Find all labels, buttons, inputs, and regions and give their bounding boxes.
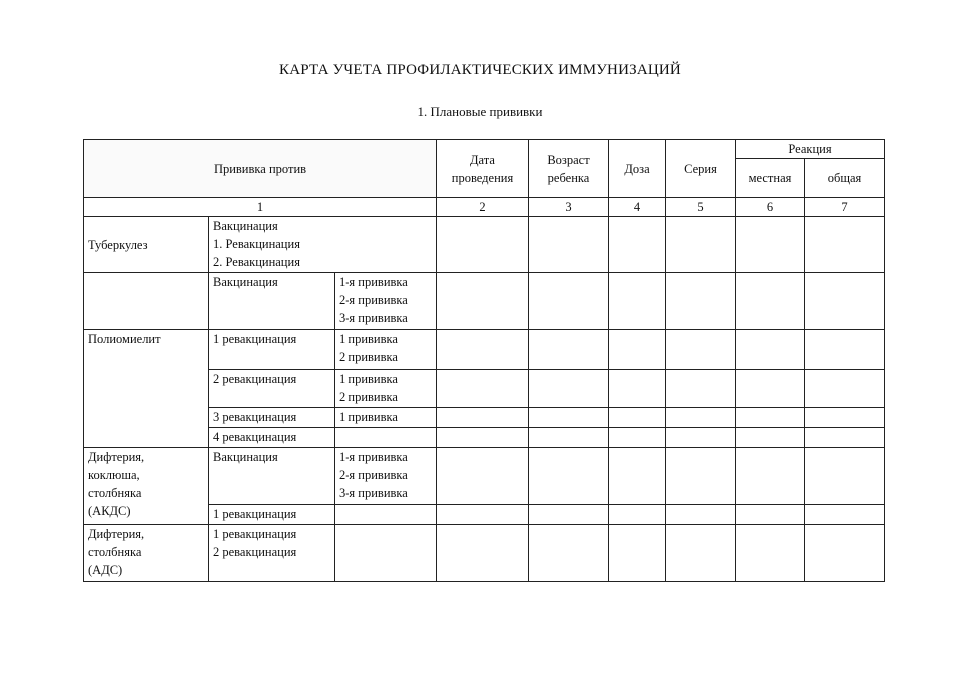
column-number: 3 xyxy=(529,198,609,217)
table-row xyxy=(84,217,885,273)
dt-procedures xyxy=(209,525,335,582)
cell-age[interactable] xyxy=(529,448,609,505)
cell-age[interactable] xyxy=(529,273,609,330)
disease-line: коклюша, xyxy=(88,468,140,482)
column-number: 7 xyxy=(805,198,885,217)
dose-label: 1 прививка xyxy=(339,372,398,386)
cell-general[interactable] xyxy=(805,525,885,582)
cell-age[interactable] xyxy=(529,428,609,448)
header-age: Возраст ребенка xyxy=(529,140,609,198)
cell-age[interactable] xyxy=(529,217,609,273)
column-number: 5 xyxy=(666,198,736,217)
cell-general[interactable] xyxy=(805,448,885,505)
cell-age[interactable] xyxy=(529,330,609,370)
header-series: Серия xyxy=(666,140,736,198)
cell-general[interactable] xyxy=(805,505,885,525)
dose-label: 3-я прививка xyxy=(339,311,408,325)
cell-general[interactable] xyxy=(805,217,885,273)
cell-dose[interactable] xyxy=(609,408,666,428)
cell-series[interactable] xyxy=(666,408,736,428)
immunization-table xyxy=(83,139,885,582)
disease-line: столбняка xyxy=(88,486,142,500)
dtp-vaccination: Вакцинация xyxy=(209,448,335,505)
tuberculosis-procedures xyxy=(209,217,437,273)
cell-local[interactable] xyxy=(736,330,805,370)
cell-series[interactable] xyxy=(666,525,736,582)
cell-dose[interactable] xyxy=(609,525,666,582)
cell-local[interactable] xyxy=(736,448,805,505)
header-vaccination-against: Прививка против xyxy=(84,140,437,198)
column-number: 4 xyxy=(609,198,666,217)
disease-dt xyxy=(84,525,209,582)
cell-dose[interactable] xyxy=(609,273,666,330)
disease-polio: Полиомиелит xyxy=(84,330,209,448)
disease-line: столбняка xyxy=(88,545,142,559)
cell-general[interactable] xyxy=(805,428,885,448)
cell-local[interactable] xyxy=(736,217,805,273)
procedure-label: 2 ревакцинация xyxy=(213,545,297,559)
empty-dose-cell xyxy=(335,505,437,525)
cell-date[interactable] xyxy=(437,505,529,525)
cell-series[interactable] xyxy=(666,330,736,370)
polio-revaccination-4: 4 ревакцинация xyxy=(209,428,335,448)
header-reaction-general: общая xyxy=(805,159,885,198)
dose-label: 2 прививка xyxy=(339,350,398,364)
cell-general[interactable] xyxy=(805,408,885,428)
empty-dose-cell xyxy=(335,428,437,448)
dose-label: 2-я прививка xyxy=(339,293,408,307)
table-row xyxy=(84,525,885,582)
table-row xyxy=(84,330,885,370)
procedure-label: 1. Ревакцинация xyxy=(213,237,300,251)
document-title: КАРТА УЧЕТА ПРОФИЛАКТИЧЕСКИХ ИММУНИЗАЦИЙ xyxy=(279,62,681,78)
header-reaction: Реакция xyxy=(736,140,885,159)
header-dose: Доза xyxy=(609,140,666,198)
dtp-revaccination-1: 1 ревакцинация xyxy=(209,505,335,525)
dose-label: 1-я прививка xyxy=(339,275,408,289)
polio-vaccination: Вакцинация xyxy=(209,273,335,330)
column-number: 1 xyxy=(84,198,437,217)
polio-vaccination-doses xyxy=(335,273,437,330)
cell-general[interactable] xyxy=(805,370,885,408)
cell-date[interactable] xyxy=(437,330,529,370)
cell-age[interactable] xyxy=(529,408,609,428)
procedure-label: Вакцинация xyxy=(213,219,278,233)
cell-age[interactable] xyxy=(529,505,609,525)
cell-date[interactable] xyxy=(437,448,529,505)
cell-local[interactable] xyxy=(736,525,805,582)
dose-label: 2-я прививка xyxy=(339,468,408,482)
table-row xyxy=(84,273,885,330)
cell-dose[interactable] xyxy=(609,330,666,370)
cell-age[interactable] xyxy=(529,370,609,408)
disease-tuberculosis: Туберкулез xyxy=(84,217,209,273)
cell-date[interactable] xyxy=(437,408,529,428)
cell-age[interactable] xyxy=(529,525,609,582)
cell-date[interactable] xyxy=(437,370,529,408)
cell-local[interactable] xyxy=(736,428,805,448)
cell-general[interactable] xyxy=(805,330,885,370)
dose-label: 1-я прививка xyxy=(339,450,408,464)
polio-revaccination-2-doses xyxy=(335,370,437,408)
header-reaction-local: местная xyxy=(736,159,805,198)
polio-revaccination-3: 3 ревакцинация xyxy=(209,408,335,428)
cell-dose[interactable] xyxy=(609,505,666,525)
cell-series[interactable] xyxy=(666,217,736,273)
polio-revaccination-2: 2 ревакцинация xyxy=(209,370,335,408)
cell-local[interactable] xyxy=(736,408,805,428)
table-row xyxy=(84,448,885,505)
cell-date[interactable] xyxy=(437,428,529,448)
cell-series[interactable] xyxy=(666,273,736,330)
disease-line: (АКДС) xyxy=(88,504,131,518)
cell-local[interactable] xyxy=(736,370,805,408)
cell-dose[interactable] xyxy=(609,370,666,408)
column-number: 6 xyxy=(736,198,805,217)
disease-line: Дифтерия, xyxy=(88,527,145,541)
procedure-label: 1 ревакцинация xyxy=(213,527,297,541)
cell-date[interactable] xyxy=(437,273,529,330)
polio-revaccination-3-dose: 1 прививка xyxy=(335,408,437,428)
polio-revaccination-1: 1 ревакцинация xyxy=(209,330,335,370)
cell-general[interactable] xyxy=(805,273,885,330)
disease-line: Дифтерия, xyxy=(88,450,145,464)
section-title: 1. Плановые прививки xyxy=(417,104,543,119)
cell-dose[interactable] xyxy=(609,428,666,448)
cell-series[interactable] xyxy=(666,448,736,505)
empty-disease-cell xyxy=(84,273,209,330)
dose-label: 2 прививка xyxy=(339,390,398,404)
cell-date[interactable] xyxy=(437,217,529,273)
polio-revaccination-1-doses xyxy=(335,330,437,370)
dose-label: 1 прививка xyxy=(339,332,398,346)
disease-dtp xyxy=(84,448,209,525)
column-number: 2 xyxy=(437,198,529,217)
cell-local[interactable] xyxy=(736,273,805,330)
disease-line: (АДС) xyxy=(88,563,123,577)
cell-dose[interactable] xyxy=(609,448,666,505)
cell-series[interactable] xyxy=(666,370,736,408)
procedure-label: 2. Ревакцинация xyxy=(213,255,300,269)
cell-date[interactable] xyxy=(437,525,529,582)
cell-dose[interactable] xyxy=(609,217,666,273)
cell-local[interactable] xyxy=(736,505,805,525)
dose-label: 3-я прививка xyxy=(339,486,408,500)
cell-series[interactable] xyxy=(666,428,736,448)
dtp-vaccination-doses xyxy=(335,448,437,505)
cell-series[interactable] xyxy=(666,505,736,525)
empty-dose-cell xyxy=(335,525,437,582)
header-date: Дата проведения xyxy=(437,140,529,198)
